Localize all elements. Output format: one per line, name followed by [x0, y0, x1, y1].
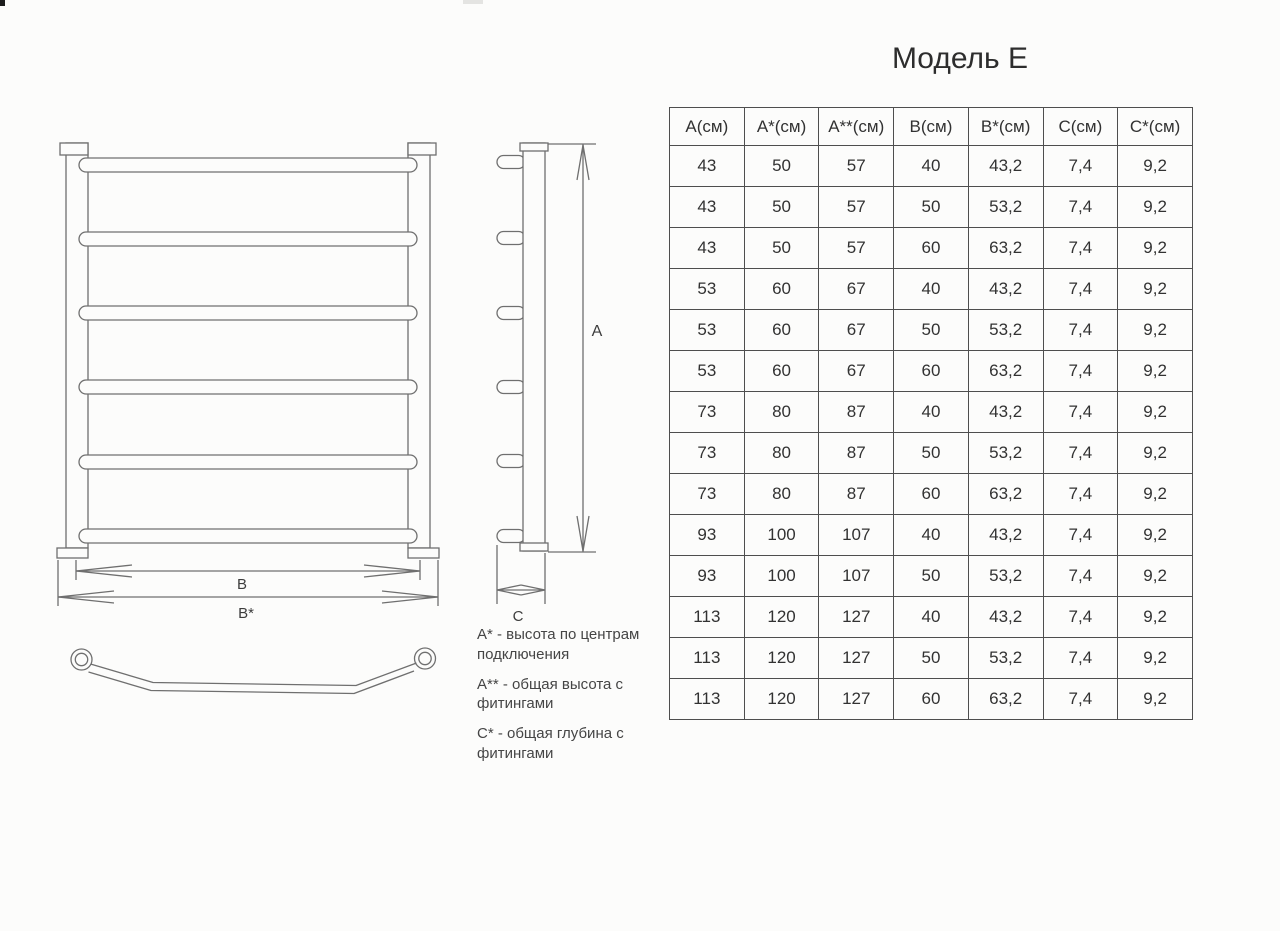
stub	[497, 530, 525, 543]
table-cell: 63,2	[968, 351, 1043, 392]
table-row	[670, 228, 1193, 269]
table-cell: 127	[819, 679, 894, 720]
rung	[79, 232, 417, 246]
table-cell: 7,4	[1043, 556, 1118, 597]
rung	[79, 380, 417, 394]
table-cell: 67	[819, 310, 894, 351]
table-row	[670, 679, 1193, 720]
table-cell: 63,2	[968, 228, 1043, 269]
table-cell: 93	[670, 556, 745, 597]
table-row	[670, 638, 1193, 679]
table-cell: 9,2	[1118, 187, 1193, 228]
stub	[497, 455, 525, 468]
dim-b-label: B	[236, 576, 248, 593]
stub	[497, 381, 525, 394]
table-cell: 57	[819, 228, 894, 269]
side-post-top-cap	[520, 143, 548, 151]
stub	[497, 156, 525, 169]
table-cell: 73	[670, 474, 745, 515]
table-cell: 7,4	[1043, 310, 1118, 351]
table-cell: 43,2	[968, 146, 1043, 187]
side-post-bottom-cap	[520, 543, 548, 551]
table-cell: 60	[894, 679, 969, 720]
table-cell: 43	[670, 228, 745, 269]
right-post-cap	[408, 143, 436, 155]
table-cell: 53,2	[968, 433, 1043, 474]
table-cell: 60	[894, 474, 969, 515]
table-cell: 87	[819, 392, 894, 433]
table-cell: 40	[894, 392, 969, 433]
table-cell: 50	[894, 310, 969, 351]
legend-item-a-star: А* - высота по центрам подключения	[477, 626, 640, 663]
table-cell: 9,2	[1118, 146, 1193, 187]
table-cell: 9,2	[1118, 310, 1193, 351]
table-cell: 9,2	[1118, 679, 1193, 720]
table-row	[670, 515, 1193, 556]
table-cell: 50	[744, 228, 819, 269]
dim-c-label: С	[512, 608, 524, 625]
table-cell: 7,4	[1043, 269, 1118, 310]
table-cell: 100	[744, 556, 819, 597]
table-cell: 57	[819, 187, 894, 228]
table-cell: 73	[670, 392, 745, 433]
header-cell: В*(см)	[968, 108, 1043, 146]
header-cell: В(см)	[894, 108, 969, 146]
rung	[79, 158, 417, 172]
left-post-cap	[60, 143, 88, 155]
right-post	[408, 143, 430, 548]
table-row	[670, 392, 1193, 433]
dim-a-label: А	[591, 323, 603, 340]
table-cell: 9,2	[1118, 228, 1193, 269]
table-cell: 57	[819, 146, 894, 187]
table-cell: 60	[894, 351, 969, 392]
table-cell: 7,4	[1043, 679, 1118, 720]
table-cell: 100	[744, 515, 819, 556]
table-cell: 87	[819, 433, 894, 474]
table-row	[670, 269, 1193, 310]
table-cell: 80	[744, 433, 819, 474]
right-foot	[408, 548, 439, 558]
header-row	[670, 108, 1193, 146]
table-cell: 53	[670, 269, 745, 310]
front-view	[57, 143, 439, 558]
dim-b-star-label: B*	[238, 605, 254, 622]
table-cell: 9,2	[1118, 351, 1193, 392]
table-cell: 113	[670, 638, 745, 679]
table-cell: 120	[744, 597, 819, 638]
table-cell: 50	[894, 638, 969, 679]
table-cell: 43	[670, 187, 745, 228]
table-cell: 7,4	[1043, 351, 1118, 392]
table-cell: 9,2	[1118, 269, 1193, 310]
table-cell: 43,2	[968, 597, 1043, 638]
bent-tube-upper-edge	[91, 663, 417, 686]
table-cell: 40	[894, 269, 969, 310]
table-cell: 50	[894, 433, 969, 474]
table-cell: 63,2	[968, 474, 1043, 515]
table-cell: 107	[819, 556, 894, 597]
front-view-dimensions	[58, 560, 438, 622]
rung	[79, 306, 417, 320]
table-cell: 53,2	[968, 556, 1043, 597]
header-cell: А*(см)	[744, 108, 819, 146]
table-cell: 53	[670, 310, 745, 351]
table-cell: 113	[670, 679, 745, 720]
table-cell: 43,2	[968, 269, 1043, 310]
table-cell: 9,2	[1118, 392, 1193, 433]
header-cell: А(см)	[670, 108, 745, 146]
table-cell: 60	[744, 269, 819, 310]
table-cell: 80	[744, 474, 819, 515]
table-body	[670, 146, 1193, 720]
table-row	[670, 597, 1193, 638]
table-cell: 113	[670, 597, 745, 638]
table-cell: 67	[819, 351, 894, 392]
table-cell: 7,4	[1043, 638, 1118, 679]
table-cell: 53,2	[968, 187, 1043, 228]
table-cell: 127	[819, 638, 894, 679]
table-cell: 9,2	[1118, 515, 1193, 556]
table-cell: 120	[744, 638, 819, 679]
table-cell: 93	[670, 515, 745, 556]
table-cell: 7,4	[1043, 228, 1118, 269]
table-cell: 40	[894, 515, 969, 556]
table-cell: 7,4	[1043, 597, 1118, 638]
table-cell: 7,4	[1043, 433, 1118, 474]
table-cell: 43	[670, 146, 745, 187]
table-cell: 53,2	[968, 638, 1043, 679]
table-cell: 50	[744, 187, 819, 228]
left-fitting-ring	[71, 649, 92, 670]
dimensions-table	[669, 107, 1193, 720]
table-row	[670, 146, 1193, 187]
table-row	[670, 351, 1193, 392]
table-cell: 7,4	[1043, 146, 1118, 187]
table-cell: 9,2	[1118, 433, 1193, 474]
table-cell: 9,2	[1118, 597, 1193, 638]
left-foot	[57, 548, 88, 558]
table-cell: 53	[670, 351, 745, 392]
table-cell: 43,2	[968, 392, 1043, 433]
table-row	[670, 187, 1193, 228]
table-cell: 50	[894, 187, 969, 228]
side-post-body	[523, 143, 545, 551]
table-cell: 50	[894, 556, 969, 597]
table-row	[670, 310, 1193, 351]
table-cell: 60	[894, 228, 969, 269]
table-cell: 60	[744, 310, 819, 351]
table-cell: 43,2	[968, 515, 1043, 556]
header-cell: С(см)	[1043, 108, 1118, 146]
stub	[497, 232, 525, 245]
table-cell: 7,4	[1043, 187, 1118, 228]
right-fitting-ring	[415, 648, 436, 669]
legend	[477, 625, 647, 774]
legend-item-c-star: С* - общая глубина с фитингами	[477, 725, 624, 762]
header-cell: С*(см)	[1118, 108, 1193, 146]
table-cell: 53,2	[968, 310, 1043, 351]
page-title: Модель Е	[891, 42, 1029, 75]
table-row	[670, 433, 1193, 474]
stub	[497, 307, 525, 320]
table-cell: 40	[894, 146, 969, 187]
table-cell: 87	[819, 474, 894, 515]
legend-item-a-2star: А** - общая высота с фитингами	[477, 675, 624, 713]
table-cell: 9,2	[1118, 556, 1193, 597]
table-cell: 127	[819, 597, 894, 638]
table-cell: 50	[744, 146, 819, 187]
table-head	[670, 108, 1193, 146]
table-cell: 107	[819, 515, 894, 556]
table-cell: 9,2	[1118, 638, 1193, 679]
table-cell: 73	[670, 433, 745, 474]
table-row	[670, 474, 1193, 515]
table-row	[670, 556, 1193, 597]
rung	[79, 529, 417, 543]
header-cell: А**(см)	[819, 108, 894, 146]
side-view	[497, 143, 548, 551]
rung	[79, 455, 417, 469]
table-cell: 7,4	[1043, 474, 1118, 515]
table-cell: 60	[744, 351, 819, 392]
table-cell: 9,2	[1118, 474, 1193, 515]
left-post	[66, 143, 88, 548]
table-cell: 40	[894, 597, 969, 638]
table-cell: 80	[744, 392, 819, 433]
table-cell: 7,4	[1043, 515, 1118, 556]
table-cell: 120	[744, 679, 819, 720]
bottom-rung-top-view	[71, 648, 436, 694]
table-cell: 63,2	[968, 679, 1043, 720]
table-cell: 67	[819, 269, 894, 310]
table-cell: 7,4	[1043, 392, 1118, 433]
